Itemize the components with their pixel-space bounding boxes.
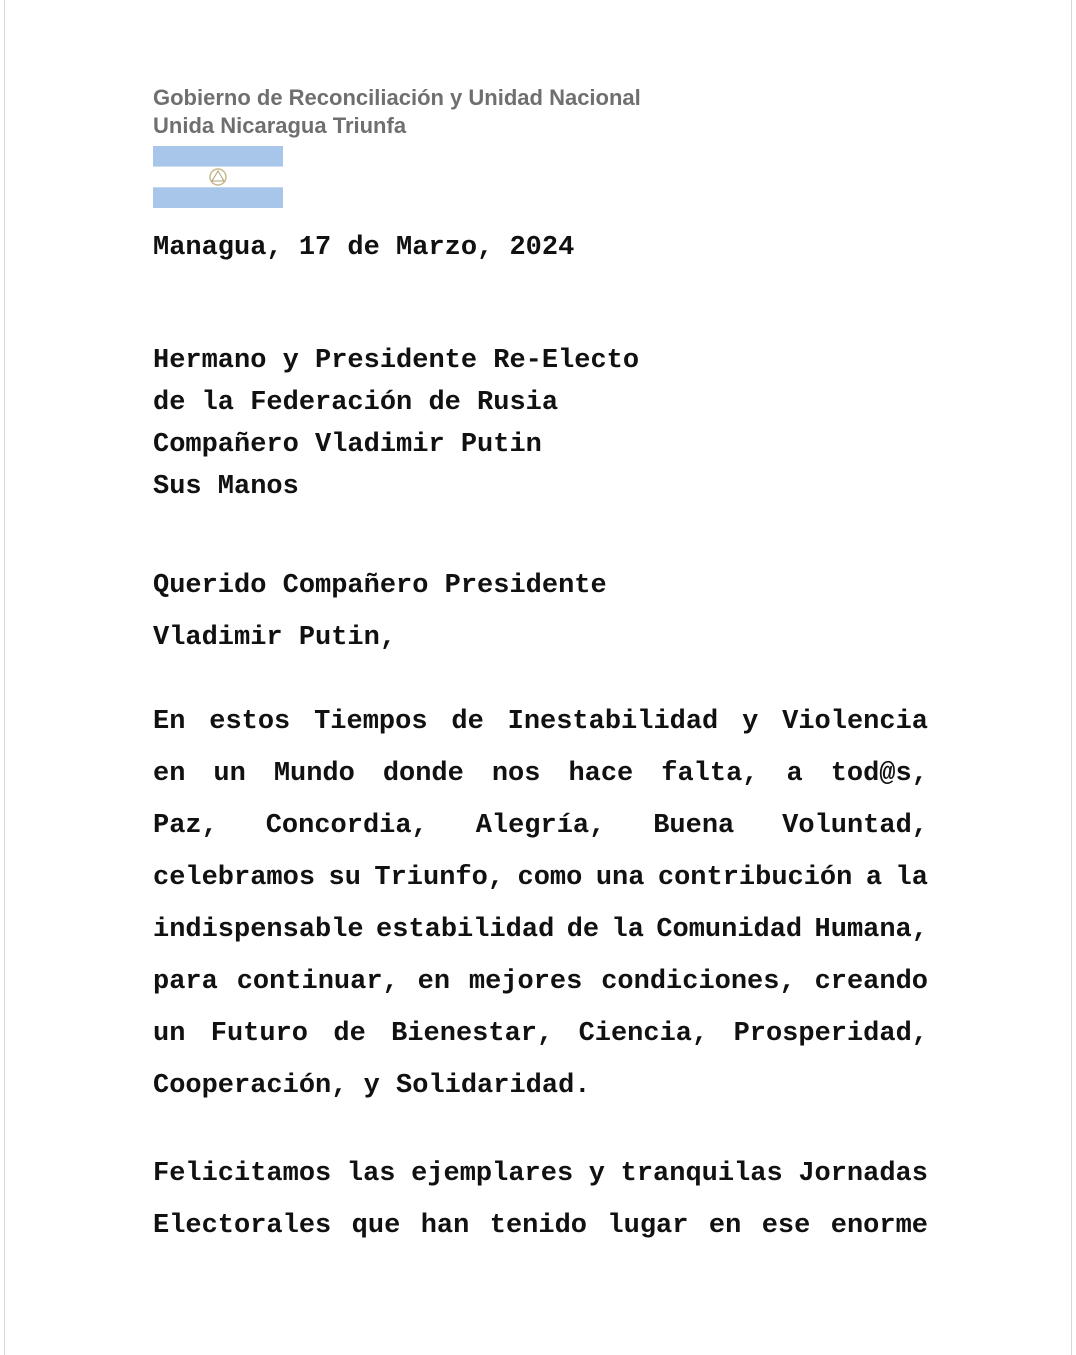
paragraph-line: En estos Tiempos de Inestabilidad y Violencia [153, 707, 928, 737]
paragraph-line: para continuar, en mejores condiciones, creando [153, 967, 928, 997]
letter-date: Managua, 17 de Marzo, 2024 [153, 233, 575, 263]
body-paragraph-2 [153, 1148, 928, 1252]
salutation [153, 560, 607, 664]
paragraph-line: indispensable estabilidad de la Comunidad Humana, [153, 915, 928, 945]
paragraph-line: Electorales que han tenido lugar en ese enorme [153, 1211, 928, 1241]
letter-page [4, 0, 1072, 1355]
addressee-block [153, 340, 639, 508]
paragraph-line: Felicitamos las ejemplares y tranquilas Jornadas [153, 1159, 928, 1189]
salutation-line: Querido Compañero Presidente [153, 571, 607, 601]
paragraph-line: Paz, Concordia, Alegría, Buena Voluntad, [153, 811, 928, 841]
addressee-line: Compañero Vladimir Putin [153, 430, 542, 460]
paragraph-line: celebramos su Triunfo, como una contribución a la [153, 863, 928, 893]
nicaragua-flag-icon [153, 146, 283, 208]
government-slogan: Unida Nicaragua Triunfa [153, 113, 407, 138]
paragraph-line: un Futuro de Bienestar, Ciencia, Prosperidad, [153, 1019, 928, 1049]
addressee-line: Hermano y Presidente Re-Electo [153, 346, 640, 376]
paragraph-line: Cooperación, y Solidaridad. [153, 1071, 591, 1101]
paragraph-line: en un Mundo donde nos hace falta, a tod@s, [153, 759, 928, 789]
government-name: Gobierno de Reconciliación y Unidad Nacional [153, 85, 641, 110]
salutation-line: Vladimir Putin, [153, 623, 397, 653]
government-letterhead [153, 84, 641, 140]
addressee-line: de la Federación de Rusia [153, 388, 559, 418]
body-paragraph-1 [153, 696, 928, 1112]
addressee-line: Sus Manos [153, 472, 299, 502]
